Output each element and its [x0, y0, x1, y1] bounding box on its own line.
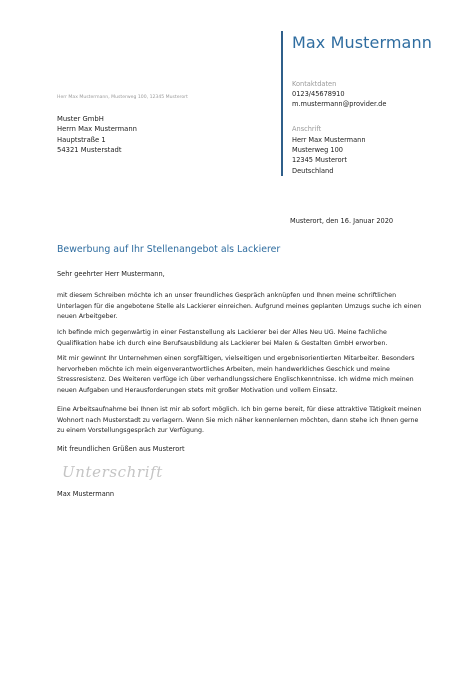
sender-return-line: Herr Max Mustermann, Musterweg 100, 12345 Musterort: [57, 95, 188, 100]
email-address: m.mustermann@provider.de: [292, 100, 387, 108]
address-label: Anschrift: [292, 125, 322, 133]
address-line: Deutschland: [292, 167, 334, 175]
applicant-name: Max Mustermann: [292, 33, 432, 52]
letter-subject: Bewerbung auf Ihr Stellenangebot als Lackierer: [57, 244, 281, 255]
salutation: Sehr geehrter Herr Mustermann,: [57, 270, 165, 278]
header-divider-line: [281, 31, 283, 176]
body-paragraph: mit diesem Schreiben möchte ich an unser freundliches Gespräch anknüpfen und Ihnen meine schriftlichen Unterlagen für die angebotene Stelle als Lackierer einreichen. Aufgrund meines geplanten Umzugs suche ich einen neuen Arbeitgeber.: [57, 292, 422, 320]
recipient-line: Hauptstraße 1: [57, 135, 106, 144]
recipient-line: Muster GmbH: [57, 115, 104, 123]
contact-label: Kontaktdaten: [292, 80, 337, 88]
recipient-line: Herrn Max Mustermann: [57, 125, 137, 134]
body-paragraph: Mit mir gewinnt Ihr Unternehmen einen sorgfältigen, vielseitigen und ergebnisorientierten Mitarbeiter. Besonders hervorheben möchte ich mein eigenverantwortliches Arbeiten, mein handwerkliches Geschick und meine Stressresistenz. Des Weiteren verfüge ich über verhandlungssichere Englischkenntnisse. Ich widme mich meinen neuen Aufgaben und Herausforderungen stets mit großer Motivation und vollem Einsatz.: [57, 355, 415, 394]
address-line: Herr Max Mustermann: [292, 136, 366, 144]
recipient-line: 54321 Musterstadt: [57, 146, 122, 155]
closing-phrase: Mit freundlichen Grüßen aus Musterort: [57, 445, 185, 453]
signature: Unterschrift: [62, 463, 163, 481]
body-paragraph: Eine Arbeitsaufnahme bei Ihnen ist mir ab sofort möglich. Ich bin gerne bereit, für diese attraktive Tätigkeit meinen Wohnort nach Musterstadt zu verlagern. Wenn Sie mich näher kennenlernen möchten, dann stehe ich Ihnen gerne zu einem Vorstellungsgespräch zur Verfügung.: [57, 406, 422, 434]
letter-date: Musterort, den 16. Januar 2020: [290, 217, 394, 225]
body-paragraph: Ich befinde mich gegenwärtig in einer Festanstellung als Lackierer bei der Alles Neu UG. Meine fachliche Qualifikation habe ich durch eine Berufsausbildung als Lackierer bei Malen & Gestalten GmbH erworben.: [57, 329, 388, 347]
signer-name: Max Mustermann: [57, 490, 115, 498]
phone-number: 0123/45678910: [292, 90, 345, 98]
address-line: 12345 Musterort: [292, 156, 347, 164]
recipient-address: [57, 114, 137, 156]
address-line: Musterweg 100: [292, 146, 343, 154]
